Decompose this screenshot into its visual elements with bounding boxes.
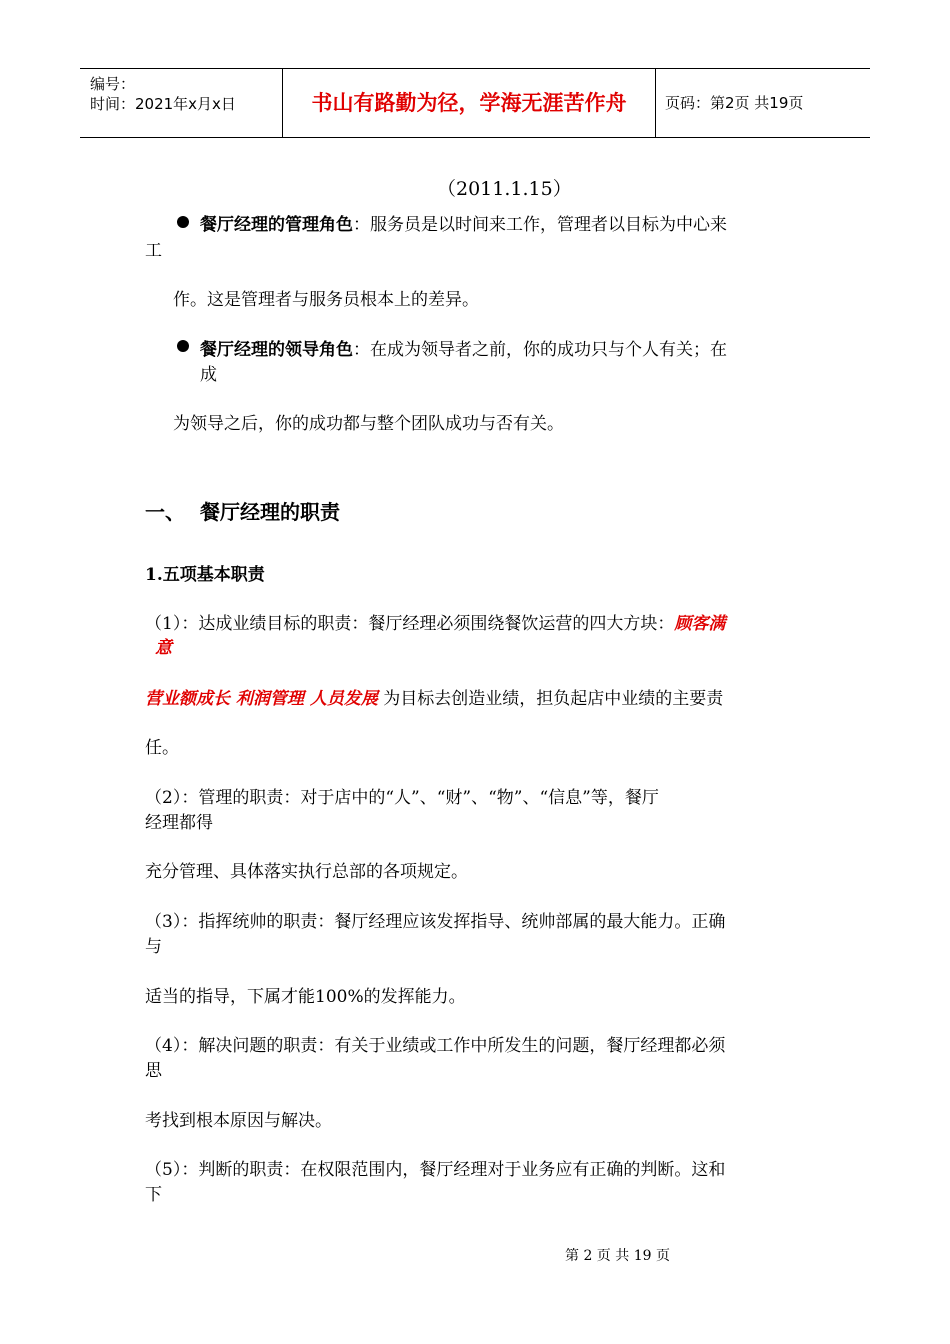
bullet-icon (177, 216, 189, 228)
bullet-management-role-wrap: 工 (145, 241, 162, 261)
duty-4-wrap: 思 (145, 1061, 162, 1081)
duty-1-text: （1）：达成业绩目标的职责：餐厅经理必须围绕餐饮运营的四大方块： (145, 614, 675, 634)
duty-2-cont: 充分管理、具体落实执行总部的各项规定。 (145, 862, 468, 882)
header-motto: 书山有路勤为径，学海无涯苦作舟 (283, 69, 656, 137)
duty-1-cont (145, 684, 723, 709)
page-header (80, 68, 870, 138)
document-date: （2011.1.15） (437, 178, 572, 200)
document-number-label: 编号： (90, 75, 136, 93)
header-page-info: 页码：第2页 共19页 (665, 94, 804, 112)
document-date-label: 时间：2021年x月x日 (90, 95, 236, 113)
duty-2-wrap: 经理都得 (145, 813, 213, 833)
duty-1-line (145, 609, 725, 634)
bullet-management-role-text: ：服务员是以时间来工作，管理者以目标为中心来 (353, 215, 727, 235)
duty-1-targets: 营业额成长 利润管理 人员发展 (145, 689, 378, 709)
section-title: 餐厅经理的职责 (200, 500, 340, 524)
bullet-management-role-title: 餐厅经理的管理角色 (200, 215, 353, 235)
duty-4-line: （4）：解决问题的职责：有关于业绩或工作中所发生的问题，餐厅经理都必须 (145, 1036, 726, 1056)
bullet-leadership-role-cont: 为领导之后，你的成功都与整个团队成功与否有关。 (173, 414, 564, 434)
duty-3-cont: 适当的指导，下属才能100%的发挥能力。 (145, 987, 466, 1007)
duty-3-line: （3）：指挥统帅的职责：餐厅经理应该发挥指导、统帅部属的最大能力。正确 (145, 912, 726, 932)
bullet-management-role-cont: 作。这是管理者与服务员根本上的差异。 (173, 290, 479, 310)
bullet-leadership-role-wrap: 成 (200, 365, 217, 385)
duty-1-highlight-wrap: 意 (155, 638, 172, 658)
page-footer: 第 2 页 共 19 页 (565, 1248, 670, 1264)
bullet-leadership-role-title: 餐厅经理的领导角色 (200, 340, 353, 360)
duty-1-highlight: 顾客满 (674, 614, 726, 634)
duty-5-wrap: 下 (145, 1185, 162, 1205)
duty-3-wrap: 与 (145, 937, 162, 957)
section-number: 一、 (145, 500, 185, 524)
header-meta-cell (80, 69, 283, 137)
duty-2-line: （2）：管理的职责：对于店中的“人”、“财”、“物”、“信息”等，餐厅 (145, 788, 659, 808)
duty-1-end: 任。 (145, 738, 179, 758)
subsection-title: 1.五项基本职责 (145, 565, 265, 585)
duty-5-line: （5）：判断的职责：在权限范围内，餐厅经理对于业务应有正确的判断。这和 (145, 1160, 726, 1180)
bullet-leadership-role-text: ：在成为领导者之前，你的成功只与个人有关；在 (353, 340, 727, 360)
bullet-leadership-role (200, 335, 727, 360)
duty-1-cont-text: 为目标去创造业绩，担负起店中业绩的主要责 (377, 689, 724, 709)
duty-4-cont: 考找到根本原因与解决。 (145, 1111, 332, 1131)
bullet-management-role (200, 210, 727, 235)
bullet-icon (177, 340, 189, 352)
